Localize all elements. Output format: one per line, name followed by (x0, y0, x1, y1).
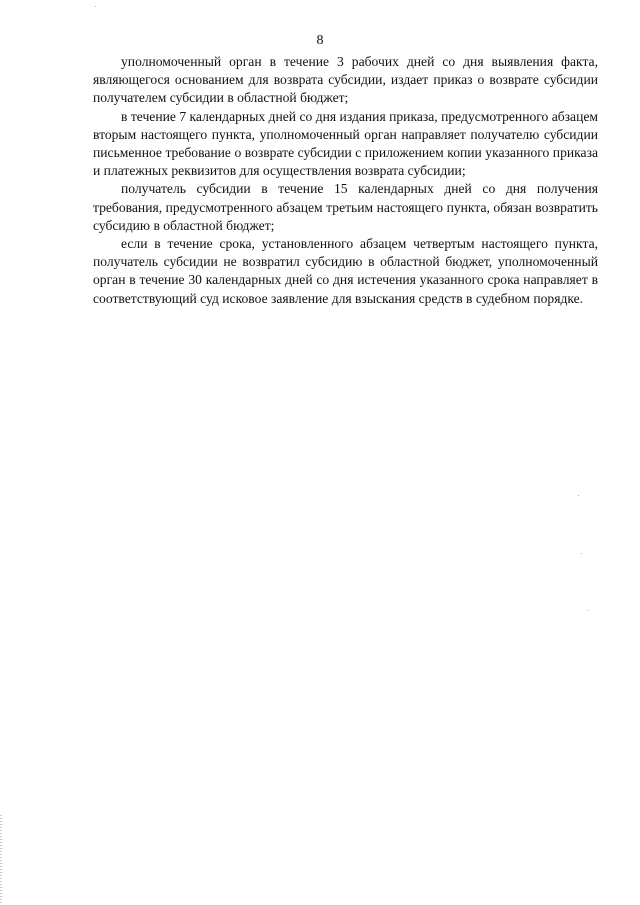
scan-speck (581, 553, 582, 554)
scan-speck (588, 610, 589, 611)
paragraph-1: уполномоченный орган в течение 3 рабочих дней со дня выявления факта, являющегося основанием для возврата субсидии, издает приказ о возврате субсидии получателем субсидии в областной бюджет; (93, 54, 598, 106)
paragraph-2: в течение 7 календарных дней со дня издания приказа, предусмотренного абзацем вторым настоящего пункта, уполномоченный орган направляет получателю субсидии письменное требование о возврате субсидии с приложением копии указанного приказа и платежных реквизитов для осуществления возврата субсидии; (93, 108, 598, 179)
document-body (93, 53, 598, 308)
paragraph-4: если в течение срока, установленного абзацем четвертым настоящего пункта, получатель субсидии не возвратил субсидию в областной бюджет, уполномоченный орган в течение 30 календарных дней со дня истечения указанного срока направляет в соответствующий суд исковое заявление для взыскания средств в судебном порядке. (93, 236, 598, 306)
paragraph-3: получатель субсидии в течение 15 календарных дней со дня получения требования, предусмотренного абзацем третьим настоящего пункта, обязан возвратить субсидию в областной бюджет; (93, 181, 598, 233)
scan-speck (578, 495, 579, 496)
scan-edge-artifact (0, 815, 2, 905)
page-number: 8 (316, 33, 324, 48)
scan-speck (95, 6, 96, 7)
